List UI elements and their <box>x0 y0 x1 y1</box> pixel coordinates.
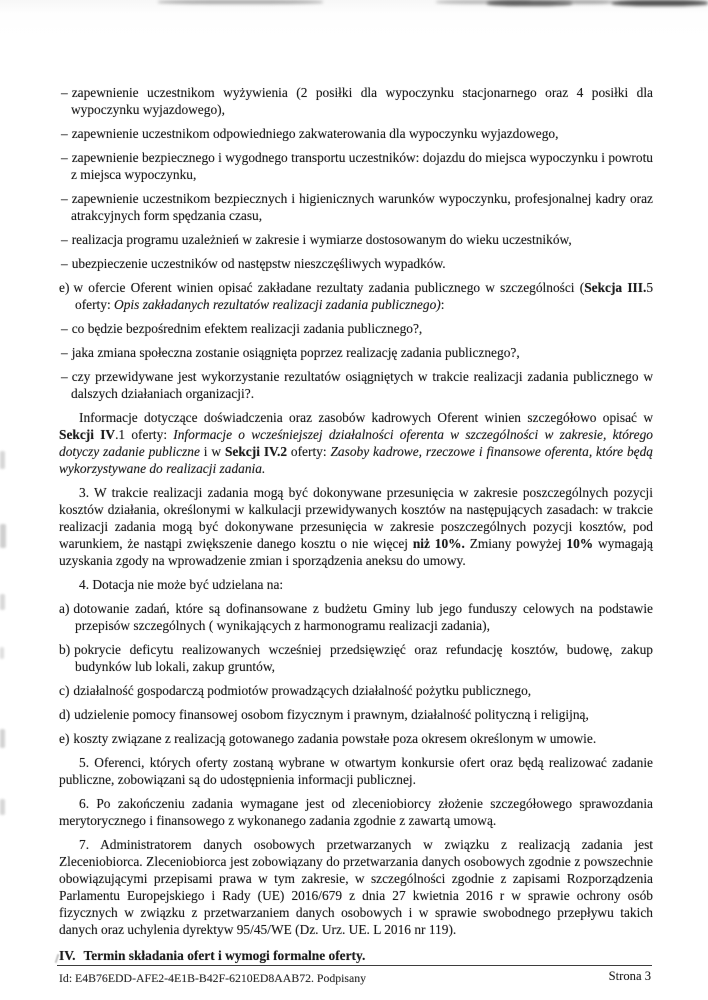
text-run: Sekcji IV <box>59 427 116 442</box>
lettered-item <box>59 279 653 313</box>
list-marker: a) <box>59 601 70 616</box>
scan-artifact <box>556 0 614 4</box>
text-run: Informacje dotyczące doświadczenia oraz zasobów kadrowych Oferent winien szczegółowo opisać w <box>79 410 653 425</box>
lettered-item <box>59 600 653 634</box>
paragraph <box>59 576 653 593</box>
lettered-item <box>59 682 653 699</box>
text-run: zapewnienie uczestnikom wyżywienia (2 posiłki dla wypoczynku stacjonarnego oraz 4 posiłki dla wypoczynku wyjazdowego), <box>71 85 653 117</box>
text-run: oferty: <box>287 444 331 459</box>
text-run: 3. W trakcie realizacji zadania mogą być dokonywane przesunięcia w zakresie poszczególnych pozycji kosztów działania, określonymi w kalkulacji przewidywanych kosztów na następujących zasadach: w trakcie realizacji zadania mogą być dokonywane przesunięcia w zakresie poszczególnych pozycji kosztów, pod warunkiem, że nastąpi zwiększenie danego kosztu o nie więcej <box>59 485 653 551</box>
text-run: działalność gospodarczą podmiotów prowadzących działalność pożytku publicznego, <box>73 683 532 698</box>
list-marker: e) <box>59 731 70 746</box>
lettered-item <box>59 641 653 675</box>
bullet-item <box>59 320 653 337</box>
paragraph <box>59 754 653 788</box>
text-run: Sekcja III. <box>584 280 647 295</box>
paragraph <box>59 795 653 829</box>
text-run: dotowanie zadań, które są dofinansowane z budżetu Gminy lub jego funduszy celowych na podstawie przepisów szczególnych ( wynikających z harmonogramu realizacji zadania), <box>73 601 653 633</box>
text-run: 5. Oferenci, których oferty zostaną wybrane w otwartym konkursie ofert oraz będą realizować zadanie publiczne, zobowiązani są do udostępnienia informacji publicznej. <box>59 755 653 787</box>
text-run: : <box>440 297 445 312</box>
text-run: zapewnienie bezpiecznego i wygodnego transportu uczestników: dojazdu do miejsca wypoczynku i powrotu z miejsca wypoczynku, <box>71 150 653 182</box>
document-body <box>59 84 653 971</box>
text-run: koszty związane z realizacją gotowanego zadania powstałe poza okresem określonym w umowie. <box>73 731 597 746</box>
bullet-item <box>59 190 653 224</box>
text-run: Opis zakładanych rezultatów realizacji zadania publicznego) <box>114 297 441 312</box>
text-run: 4. Dotacja nie może być udzielana na: <box>79 577 284 592</box>
list-marker: – <box>61 256 68 271</box>
page-number: Strona 3 <box>608 969 651 983</box>
list-marker: b) <box>59 642 71 657</box>
section-heading <box>59 947 653 964</box>
scan-artifact <box>0 594 5 610</box>
text-run: ubezpieczenie uczestników od następstw nieszczęśliwych wypadków. <box>71 256 446 271</box>
scan-artifact <box>0 729 5 748</box>
bullet-item <box>59 125 653 142</box>
list-marker: IV. <box>59 948 76 963</box>
paragraph <box>59 409 653 477</box>
bullet-item <box>59 344 653 361</box>
text-run: Informacje o wcześniejszej działalności oferenta w szczególności w zakresie, którego dotyczy zadanie publiczne <box>59 427 653 459</box>
list-marker: – <box>61 191 68 206</box>
list-marker: – <box>61 232 68 247</box>
list-marker: – <box>61 369 68 384</box>
list-marker: – <box>61 150 68 165</box>
text-run: Termin składania ofert i wymogi formalne oferty. <box>83 948 366 963</box>
list-marker: – <box>61 321 68 336</box>
lettered-item <box>59 706 653 723</box>
text-run: .1 oferty: <box>115 427 174 442</box>
lettered-item <box>59 730 653 747</box>
text-run: niż 10%. <box>412 536 465 551</box>
text-run: udzielenie pomocy finansowej osobom fizycznym i prawnym, działalność polityczną i religijną, <box>74 707 589 722</box>
text-run: 10% <box>566 536 594 551</box>
text-run: zapewnienie uczestnikom odpowiedniego zakwaterowania dla wypoczynku wyjazdowego, <box>71 126 559 141</box>
text-run: zapewnienie uczestnikom bezpiecznych i higienicznych warunków wypoczynku, profesjonalnej kadry oraz atrakcyjnych form spędzania czasu, <box>71 191 653 223</box>
scan-artifact <box>0 524 6 548</box>
text-run: 5 oferty: <box>75 280 654 312</box>
text-run: Zasoby kadrowe, rzeczowe i finansowe oferenta, które będą wykorzystywane do realizacji zadania. <box>59 444 653 476</box>
text-run: czy przewidywane jest wykorzystanie rezultatów osiągniętych w trakcie realizacji zadania publicznego w dalszych działaniach organizacji?. <box>71 369 653 401</box>
document-id: Id: E4B76EDD-AFE2-4E1B-B42F-6210ED8AAB72. Podpisany <box>59 971 367 985</box>
list-marker: – <box>61 345 68 360</box>
paragraph <box>59 484 653 569</box>
bullet-item <box>59 255 653 272</box>
text-run: w ofercie Oferent winien opisać zakładane rezultaty zadania publicznego w szczególności ( <box>73 280 585 295</box>
scan-artifact <box>0 799 5 815</box>
text-run: Zmiany powyżej <box>464 536 567 551</box>
list-marker: – <box>61 85 68 100</box>
text-run: i w <box>199 444 225 459</box>
bullet-item <box>59 231 653 248</box>
text-run: wymagają uzyskania zgody na wprowadzenie zmian i sporządzenia aneksu do umowy. <box>59 536 654 568</box>
paragraph <box>59 836 653 938</box>
text-run: Sekcji IV.2 <box>224 444 288 459</box>
scan-artifact <box>0 647 4 659</box>
list-marker: d) <box>59 707 71 722</box>
bullet-item <box>59 368 653 402</box>
scan-artifact <box>612 0 708 6</box>
list-marker: c) <box>59 683 70 698</box>
text-run: 6. Po zakończeniu zadania wymagane jest od zleceniobiorcy złożenie szczegółowego sprawozdania merytorycznego i finansowego z wykonanego zadania zgodnie z zawartą umową. <box>59 796 653 828</box>
bullet-item <box>59 84 653 118</box>
text-run: pokrycie deficytu realizowanych wcześniej przedsięwzięć oraz refundację kosztów, budowę, zakup budynków lub lokali, zakup gruntów, <box>74 642 653 674</box>
list-marker: e) <box>59 280 70 295</box>
scan-artifact <box>158 0 323 4</box>
scan-artifact <box>0 451 5 469</box>
footer-rule <box>57 965 652 966</box>
text-run: jaka zmiana społeczna zostanie osiągnięta poprzez realizację zadania publicznego?, <box>71 345 520 360</box>
text-run: realizacja programu uzależnień w zakresie i wymiarze dostosowanym do wieku uczestników, <box>71 232 572 247</box>
list-marker: – <box>61 126 68 141</box>
text-run: co będzie bezpośrednim efektem realizacji zadania publicznego?, <box>71 321 423 336</box>
bullet-item <box>59 149 653 183</box>
text-run: 7. Administratorem danych osobowych przetwarzanych w związku z realizacją zadania jest Zleceniobiorca. Zleceniobiorca jest zobowiązany do przetwarzania danych osobowych zgodnie z powszechnie obowiązującymi przepisami prawa w tym zakresie, w szczególności zgodnie z zapisami Rozporządzenia Parlamentu Europejskiego i Rady (UE) 2016/679 z dnia 27 kwietnia 2016 r w sprawie ochrony osób fizycznych w związku z przetwarzaniem danych osobowych i w sprawie swobodnego przepływu takich danych oraz uchylenia dyrektyw 95/45/WE (Dz. Urz. UE. L 2016 nr 119). <box>59 837 653 937</box>
